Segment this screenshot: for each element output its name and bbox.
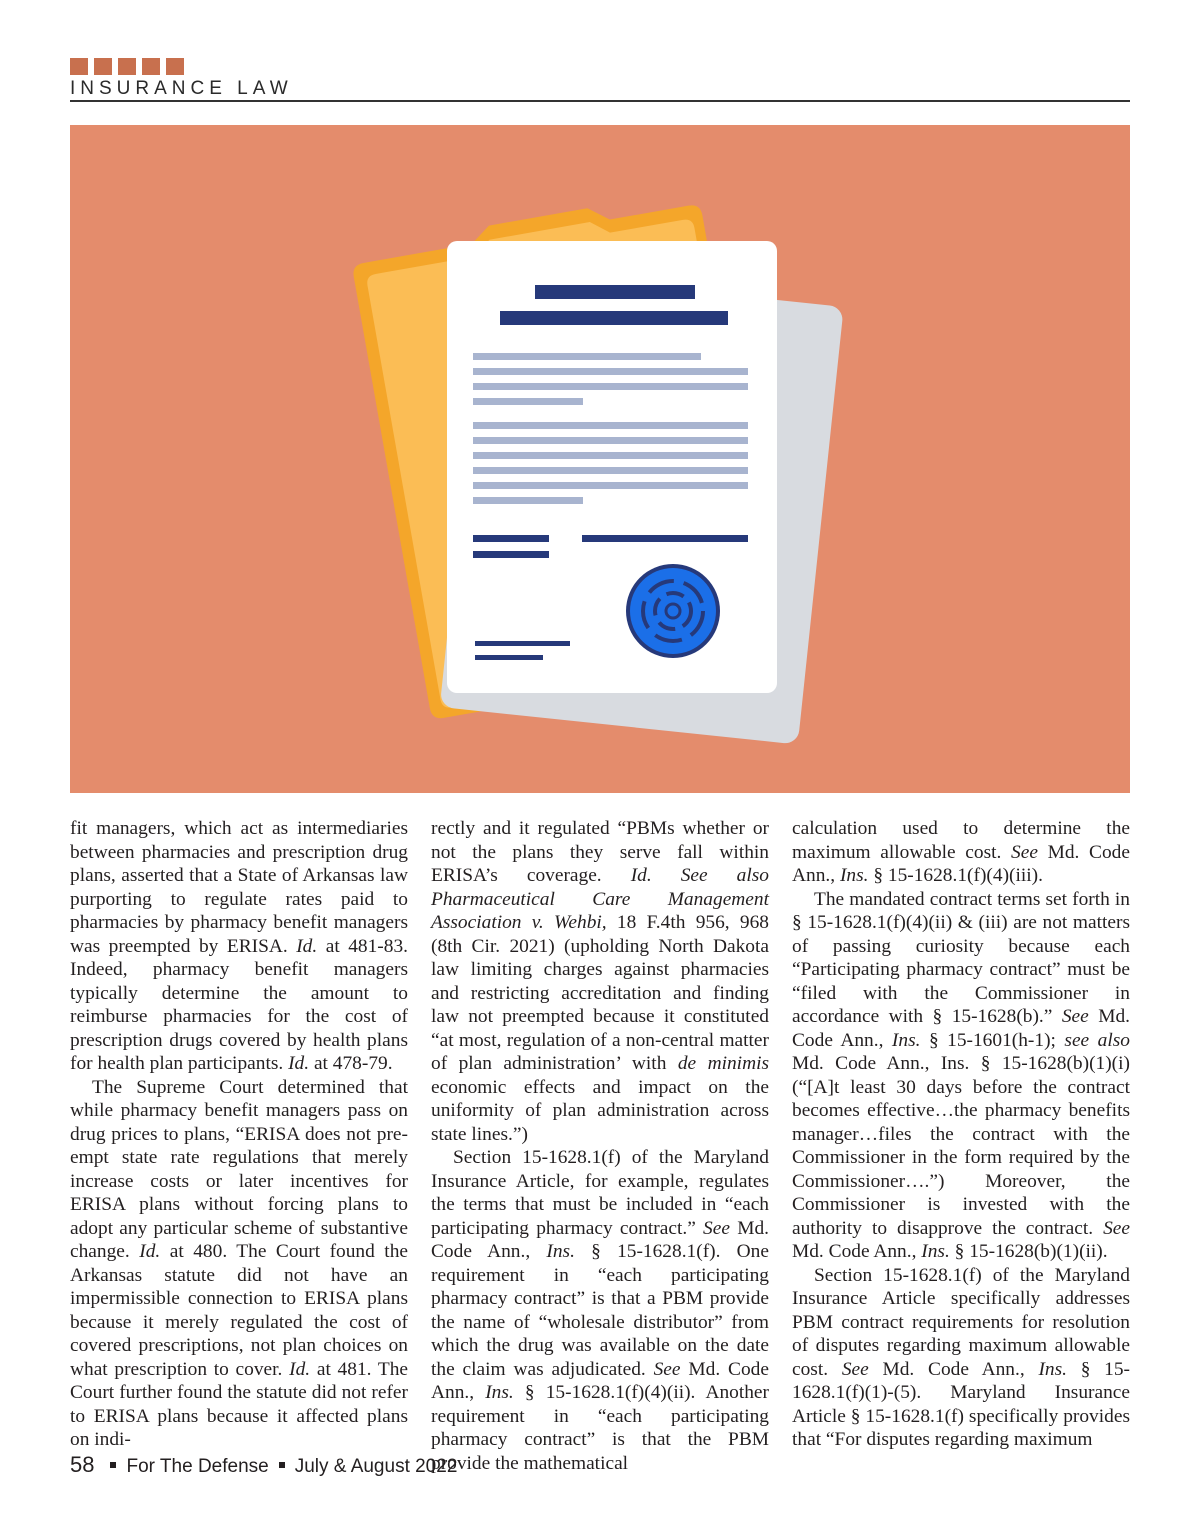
- certificate-document-with-folder-and-seal-icon: [70, 125, 1130, 793]
- marker-square: [94, 58, 112, 75]
- paragraph: calculation used to determine the maximum allowable cost. See Md. Code Ann., Ins. § 15-1628.1(f)(4)(iii).: [792, 818, 1130, 886]
- page-footer: [70, 1452, 457, 1478]
- paragraph: Section 15-1628.1(f) of the Maryland Insurance Article specifically addresses PBM contract requirements for resolution of disputes regarding maximum allowable cost. See Md. Code Ann., Ins. § 15-1628.1(f)(1)-(5). Maryland Insurance Article § 15-1628.1(f) specifically provides that “For disputes regarding maximum: [792, 1264, 1130, 1450]
- page-number: 58: [70, 1452, 95, 1477]
- issue-date: July & August 2022: [294, 1456, 458, 1477]
- seal-icon: [626, 564, 720, 658]
- marker-square: [118, 58, 136, 75]
- paragraph: The Supreme Court determined that while pharmacy benefit managers pass on drug prices to plans, “ERISA does not pre-empt state rate regulations that merely increase costs or later incentives for ERISA plans without forcing plans to adopt any particular scheme of substantive change. Id. at 480. The Court found the Arkansas statute did not have an impermissible connection to ERISA plans because it merely regulated the cost of covered prescriptions, not plan choices on what prescription to cover. Id. at 481. The Court further found the statute did not refer to ERISA plans because it affected plans on indi-: [70, 1076, 409, 1450]
- hero-illustration: [70, 125, 1130, 793]
- bullet-separator: [279, 1462, 285, 1468]
- marker-square: [70, 58, 88, 75]
- paragraph: fit managers, which act as intermediaries between pharmacies and prescription drug plans, asserted that a State of Arkansas law purporting to regulate rates paid to pharmacies by pharmacy benefit managers was preempted by ERISA. Id. at 481-83. Indeed, pharmacy benefit managers typically determine the amount to reimburse pharmacies for the cost of prescription drugs covered by health plans for health plan participants. Id. at 478-79.: [70, 818, 408, 1074]
- text-column-3: [792, 817, 1130, 1452]
- paragraph: The mandated contract terms set forth in § 15-1628.1(f)(4)(ii) & (iii) are not matters of passing curiosity because each “Participating pharmacy contract” must be “filed with the Commissioner in accordance with § 15-1628(b).” See Md. Code Ann., Ins. § 15-1601(h-1); see also Md. Code Ann., Ins. § 15-1628(b)(1)(i) (“[A]t least 30 days before the contract becomes effective…the pharmacy benefits manager…files the contract with the Commissioner in the form required by the Commissioner….”) Moreover, the Commissioner is invested with the authority to disapprove the contract. See Md. Code Ann., Ins. § 15-1628(b)(1)(ii).: [792, 888, 1130, 1262]
- paragraph: Section 15-1628.1(f) of the Maryland Insurance Article, for example, regulates the terms that must be included in “each participating pharmacy contract.” See Md. Code Ann., Ins. § 15-1628.1(f). One requirement in “each participating pharmacy contract” is that a PBM provide the name of “wholesale distributor” from which the drug was available on the date the claim was adjudicated. See Md. Code Ann., Ins. § 15-1628.1(f)(4)(ii). Another requirement in “each participating pharmacy contract” is that the PBM provide the mathematical: [431, 1147, 769, 1474]
- text-column-1: [70, 817, 408, 1452]
- paragraph: rectly and it regulated “PBMs whether or not the plans they serve fall within ERISA’s coverage. Id. See also Pharmaceutical Care Management Association v. Wehbi, 18 F.4th 956, 968 (8th Cir. 2021) (upholding North Dakota law limiting charges against pharmacies and restricting accreditation and finding law not preempted because it constituted “at most, regulation of a non-central matter of plan administration’ with de minimis economic effects and impact on the uniformity of plan administration across state lines.”): [431, 818, 770, 1145]
- marker-square: [142, 58, 160, 75]
- section-label: INSURANCE LAW: [70, 78, 293, 99]
- header-rule: [70, 100, 1130, 102]
- bullet-separator: [110, 1462, 116, 1468]
- section-marker-squares: [70, 58, 184, 75]
- publication-name: For The Defense: [126, 1456, 269, 1477]
- marker-square: [166, 58, 184, 75]
- text-column-2: [431, 817, 769, 1475]
